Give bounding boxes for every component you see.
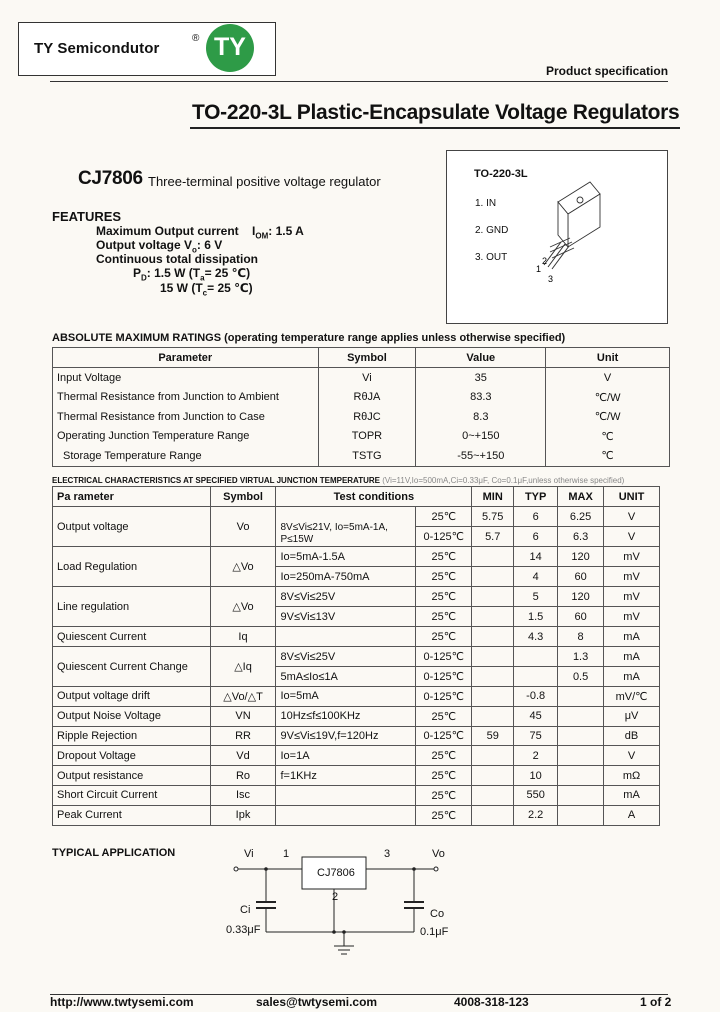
ec-typ: 14 bbox=[514, 547, 558, 567]
table-row bbox=[53, 687, 660, 707]
amr-unit: V bbox=[546, 368, 670, 388]
ec-max: 6.3 bbox=[558, 527, 604, 547]
amr-col-unit: Unit bbox=[546, 348, 670, 368]
ec-condition: Io=1A bbox=[276, 746, 416, 766]
footer-phone: 4008-318-123 bbox=[454, 995, 529, 1009]
ec-symbol: RR bbox=[210, 726, 276, 746]
ec-unit: mA bbox=[604, 667, 660, 687]
table-row bbox=[53, 507, 660, 527]
ec-temp: 25℃ bbox=[416, 805, 472, 825]
ec-parameter: Short Circuit Current bbox=[53, 785, 211, 805]
pin-number-3: 3 bbox=[548, 274, 554, 284]
ec-symbol: Isc bbox=[210, 785, 276, 805]
features-heading: FEATURES bbox=[52, 209, 122, 224]
ec-condition: 5mA≤Io≤1A bbox=[276, 667, 416, 687]
ec-max bbox=[558, 706, 604, 726]
ec-typ: 75 bbox=[514, 726, 558, 746]
registered-mark: ® bbox=[192, 33, 200, 44]
ec-symbol: Ipk bbox=[210, 805, 276, 825]
amr-unit: ℃/W bbox=[546, 388, 670, 408]
amr-parameter: Storage Temperature Range bbox=[53, 446, 319, 466]
pin-2-label: 2. GND bbox=[475, 225, 509, 236]
table-row bbox=[53, 766, 660, 786]
amr-unit: ℃/W bbox=[546, 407, 670, 427]
table-row bbox=[53, 785, 660, 805]
feature-value: = 25 ℃) bbox=[204, 266, 251, 280]
ec-temp: 25℃ bbox=[416, 706, 472, 726]
feature-pd-tc bbox=[160, 281, 253, 297]
table-row bbox=[53, 627, 660, 647]
title-underline bbox=[190, 127, 680, 129]
ec-min: 5.75 bbox=[472, 507, 514, 527]
ec-parameter: Quiescent Current Change bbox=[53, 647, 211, 687]
ec-max bbox=[558, 726, 604, 746]
ec-temp: 25℃ bbox=[416, 746, 472, 766]
ec-temp: 25℃ bbox=[416, 766, 472, 786]
ec-typ: 4.3 bbox=[514, 627, 558, 647]
amr-parameter: Thermal Resistance from Junction to Ambient bbox=[53, 388, 319, 408]
ec-max: 8 bbox=[558, 627, 604, 647]
ec-max bbox=[558, 805, 604, 825]
table-row bbox=[53, 407, 670, 427]
ec-parameter: Output resistance bbox=[53, 766, 211, 786]
circuit-co-label: Co bbox=[430, 908, 445, 920]
amr-symbol: RθJA bbox=[318, 388, 416, 408]
package-title: TO-220-3L bbox=[474, 168, 528, 180]
ec-unit: mV/℃ bbox=[604, 687, 660, 707]
ec-max: 0.5 bbox=[558, 667, 604, 687]
ec-symbol: Iq bbox=[210, 627, 276, 647]
ec-temp: 25℃ bbox=[416, 507, 472, 527]
ec-unit: μV bbox=[604, 706, 660, 726]
amr-value: 0~+150 bbox=[416, 427, 546, 447]
footer-email-link[interactable]: sales@twtysemi.com bbox=[256, 995, 378, 1009]
pin-3-label: 3. OUT bbox=[475, 252, 508, 263]
ec-min: 59 bbox=[472, 726, 514, 746]
ec-max: 1.3 bbox=[558, 647, 604, 667]
circuit-ci-label: Ci bbox=[240, 904, 251, 916]
ec-max: 120 bbox=[558, 547, 604, 567]
ec-min bbox=[472, 805, 514, 825]
feature-sub: c bbox=[202, 288, 208, 298]
amr-col-symbol: Symbol bbox=[318, 348, 416, 368]
document-title: TO-220-3L Plastic-Encapsulate Voltage Regulators bbox=[192, 101, 680, 124]
ec-typ: -0.8 bbox=[514, 687, 558, 707]
ec-min bbox=[472, 687, 514, 707]
amr-symbol: TOPR bbox=[318, 427, 416, 447]
ec-col-conditions: Test conditions bbox=[276, 487, 472, 507]
ec-condition: 10Hz≤f≤100KHz bbox=[276, 706, 416, 726]
feature-pd-ta bbox=[133, 266, 250, 282]
table-row bbox=[53, 446, 670, 466]
ec-parameter: Line regulation bbox=[53, 587, 211, 627]
circuit-vo-label: Vo bbox=[432, 848, 445, 860]
ec-symbol: △Iq bbox=[210, 647, 276, 687]
ec-unit: mV bbox=[604, 607, 660, 627]
ec-temp: 25℃ bbox=[416, 547, 472, 567]
circuit-node-2: 2 bbox=[332, 891, 339, 903]
feature-sub: D bbox=[141, 273, 147, 283]
ec-heading-text: ELECTRICAL CHARACTERISTICS AT SPECIFIED VIRTUAL JUNCTION TEMPERATURE bbox=[52, 476, 381, 485]
ec-parameter: Ripple Rejection bbox=[53, 726, 211, 746]
ec-typ: 550 bbox=[514, 785, 558, 805]
feature-value: = 25 ℃) bbox=[207, 281, 253, 295]
ec-unit: mV bbox=[604, 567, 660, 587]
ec-condition: 9V≤Vi≤19V,f=120Hz bbox=[276, 726, 416, 746]
ec-temp: 25℃ bbox=[416, 607, 472, 627]
ec-max bbox=[558, 746, 604, 766]
ec-condition bbox=[276, 627, 416, 647]
ec-symbol: △Vo/△T bbox=[210, 687, 276, 707]
ec-max: 60 bbox=[558, 567, 604, 587]
pin-number-2: 2 bbox=[542, 256, 548, 266]
ec-min bbox=[472, 587, 514, 607]
ec-typ: 2 bbox=[514, 746, 558, 766]
table-row bbox=[53, 805, 660, 825]
circuit-ci-value: 0.33μF bbox=[226, 924, 261, 936]
amr-parameter: Thermal Resistance from Junction to Case bbox=[53, 407, 319, 427]
amr-parameter: Operating Junction Temperature Range bbox=[53, 427, 319, 447]
amr-table bbox=[52, 347, 670, 467]
amr-col-parameter: Parameter bbox=[53, 348, 319, 368]
table-row bbox=[53, 746, 660, 766]
table-row bbox=[53, 388, 670, 408]
ec-typ: 10 bbox=[514, 766, 558, 786]
amr-symbol: TSTG bbox=[318, 446, 416, 466]
table-row bbox=[53, 726, 660, 746]
ec-typ: 6 bbox=[514, 507, 558, 527]
ec-condition: f=1KHz bbox=[276, 766, 416, 786]
ec-parameter: Load Regulation bbox=[53, 547, 211, 587]
ec-typ: 45 bbox=[514, 706, 558, 726]
feature-value: : 6 V bbox=[196, 238, 223, 252]
ec-temp: 0-125℃ bbox=[416, 527, 472, 547]
header-divider bbox=[50, 81, 668, 82]
ec-unit: mV bbox=[604, 587, 660, 607]
ec-min bbox=[472, 746, 514, 766]
ec-parameter: Peak Current bbox=[53, 805, 211, 825]
ec-min bbox=[472, 567, 514, 587]
ec-condition bbox=[276, 785, 416, 805]
ec-unit: V bbox=[604, 746, 660, 766]
feature-value: : 1.5 A bbox=[268, 224, 304, 238]
ec-typ: 6 bbox=[514, 527, 558, 547]
table-row bbox=[53, 706, 660, 726]
feature-text: 15 W (T bbox=[160, 281, 203, 295]
ec-condition: 8V≤Vi≤21V, Io=5mA-1A, P≤15W bbox=[276, 507, 416, 547]
feature-sub: OM bbox=[255, 231, 269, 241]
ec-col-typ: TYP bbox=[514, 487, 558, 507]
ec-col-min: MIN bbox=[472, 487, 514, 507]
ec-unit: V bbox=[604, 507, 660, 527]
ec-typ: 5 bbox=[514, 587, 558, 607]
amr-value: -55~+150 bbox=[416, 446, 546, 466]
amr-value: 35 bbox=[416, 368, 546, 388]
ec-typ: 2.2 bbox=[514, 805, 558, 825]
ec-max bbox=[558, 766, 604, 786]
ec-parameter: Output Noise Voltage bbox=[53, 706, 211, 726]
ec-col-parameter: Pa rameter bbox=[53, 487, 211, 507]
ec-heading-conditions: (Vi=11V,Io=500mA,Ci=0.33μF, Co=0.1μF,unless otherwise specified) bbox=[382, 476, 625, 485]
ec-max bbox=[558, 785, 604, 805]
ec-col-max: MAX bbox=[558, 487, 604, 507]
ec-temp: 0-125℃ bbox=[416, 726, 472, 746]
amr-value: 83.3 bbox=[416, 388, 546, 408]
ec-temp: 25℃ bbox=[416, 785, 472, 805]
feature-text: Output voltage V bbox=[96, 238, 192, 252]
ec-temp: 25℃ bbox=[416, 587, 472, 607]
application-circuit bbox=[200, 846, 480, 966]
amr-unit: ℃ bbox=[546, 427, 670, 447]
ec-min bbox=[472, 785, 514, 805]
logo-text: TY bbox=[214, 33, 246, 61]
ec-unit: A bbox=[604, 805, 660, 825]
part-number: CJ7806 bbox=[78, 168, 143, 189]
ec-heading bbox=[52, 476, 624, 485]
ec-symbol: Vd bbox=[210, 746, 276, 766]
ec-min bbox=[472, 766, 514, 786]
ec-condition: Io=5mA-1.5A bbox=[276, 547, 416, 567]
ec-condition: Io=250mA-750mA bbox=[276, 567, 416, 587]
ec-header-row bbox=[53, 487, 660, 507]
ec-max: 60 bbox=[558, 607, 604, 627]
ec-typ bbox=[514, 647, 558, 667]
amr-symbol: Vi bbox=[318, 368, 416, 388]
ec-parameter: Dropout Voltage bbox=[53, 746, 211, 766]
ec-temp: 25℃ bbox=[416, 627, 472, 647]
ec-max: 6.25 bbox=[558, 507, 604, 527]
ec-symbol: △Vo bbox=[210, 587, 276, 627]
pin-number-1: 1 bbox=[536, 264, 542, 274]
amr-col-value: Value bbox=[416, 348, 546, 368]
amr-value: 8.3 bbox=[416, 407, 546, 427]
circuit-co-value: 0.1μF bbox=[420, 926, 449, 938]
ec-unit: mA bbox=[604, 627, 660, 647]
ec-temp: 0-125℃ bbox=[416, 687, 472, 707]
ec-condition bbox=[276, 805, 416, 825]
ec-symbol: △Vo bbox=[210, 547, 276, 587]
feature-sub: a bbox=[200, 273, 205, 283]
amr-unit: ℃ bbox=[546, 446, 670, 466]
ec-symbol: Ro bbox=[210, 766, 276, 786]
ec-unit: dB bbox=[604, 726, 660, 746]
ec-parameter: Quiescent Current bbox=[53, 627, 211, 647]
circuit-ic-label: CJ7806 bbox=[317, 867, 355, 879]
feature-symbol: P bbox=[133, 266, 142, 280]
table-row bbox=[53, 427, 670, 447]
table-row bbox=[53, 587, 660, 607]
part-description: Three-terminal positive voltage regulator bbox=[148, 174, 381, 189]
feature-text: Maximum Output current bbox=[96, 224, 239, 238]
ec-min bbox=[472, 647, 514, 667]
ec-condition: 9V≤Vi≤13V bbox=[276, 607, 416, 627]
ec-col-unit: UNIT bbox=[604, 487, 660, 507]
table-row bbox=[53, 547, 660, 567]
brand-name: TY Semicondutor bbox=[34, 40, 160, 57]
ec-min bbox=[472, 607, 514, 627]
ec-max bbox=[558, 687, 604, 707]
spec-label: Product specification bbox=[546, 64, 669, 78]
package-drawing bbox=[528, 172, 618, 287]
feature-sub: o bbox=[192, 245, 197, 255]
ec-temp: 0-125℃ bbox=[416, 667, 472, 687]
ec-condition: 8V≤Vi≤25V bbox=[276, 647, 416, 667]
table-row bbox=[53, 647, 660, 667]
ec-symbol: Vo bbox=[210, 507, 276, 547]
ec-temp: 25℃ bbox=[416, 567, 472, 587]
ec-unit: V bbox=[604, 527, 660, 547]
ec-parameter: Output voltage bbox=[53, 507, 211, 547]
amr-header-row bbox=[53, 348, 670, 368]
footer-website-link[interactable]: http://www.twtysemi.com bbox=[50, 995, 194, 1009]
feature-symbol: I bbox=[252, 224, 256, 238]
ec-min bbox=[472, 706, 514, 726]
ec-typ: 1.5 bbox=[514, 607, 558, 627]
ec-unit: mV bbox=[604, 547, 660, 567]
ec-condition: 8V≤Vi≤25V bbox=[276, 587, 416, 607]
ec-min bbox=[472, 547, 514, 567]
ec-unit: mA bbox=[604, 785, 660, 805]
ec-unit: mΩ bbox=[604, 766, 660, 786]
pin-1-label: 1. IN bbox=[475, 198, 497, 209]
feature-text: : 1.5 W (T bbox=[146, 266, 201, 280]
company-logo bbox=[206, 24, 254, 72]
circuit-node-1: 1 bbox=[283, 848, 290, 860]
ec-typ bbox=[514, 667, 558, 687]
amr-symbol: RθJC bbox=[318, 407, 416, 427]
ec-table bbox=[52, 486, 660, 826]
ec-symbol: VN bbox=[210, 706, 276, 726]
ec-unit: mA bbox=[604, 647, 660, 667]
ec-parameter: Output voltage drift bbox=[53, 687, 211, 707]
table-row bbox=[53, 368, 670, 388]
amr-parameter: Input Voltage bbox=[53, 368, 319, 388]
ec-min: 5.7 bbox=[472, 527, 514, 547]
ec-max: 120 bbox=[558, 587, 604, 607]
circuit-node-3: 3 bbox=[384, 848, 391, 860]
ec-temp: 0-125℃ bbox=[416, 647, 472, 667]
feature-dissipation: Continuous total dissipation bbox=[96, 252, 258, 266]
ec-typ: 4 bbox=[514, 567, 558, 587]
amr-heading: ABSOLUTE MAXIMUM RATINGS (operating temperature range applies unless otherwise specified) bbox=[52, 332, 566, 344]
application-heading: TYPICAL APPLICATION bbox=[52, 847, 176, 859]
ec-condition: Io=5mA bbox=[276, 687, 416, 707]
ec-min bbox=[472, 667, 514, 687]
ec-col-symbol: Symbol bbox=[210, 487, 276, 507]
circuit-vi-label: Vi bbox=[244, 848, 254, 860]
footer-page-number: 1 of 2 bbox=[640, 995, 672, 1009]
ec-min bbox=[472, 627, 514, 647]
